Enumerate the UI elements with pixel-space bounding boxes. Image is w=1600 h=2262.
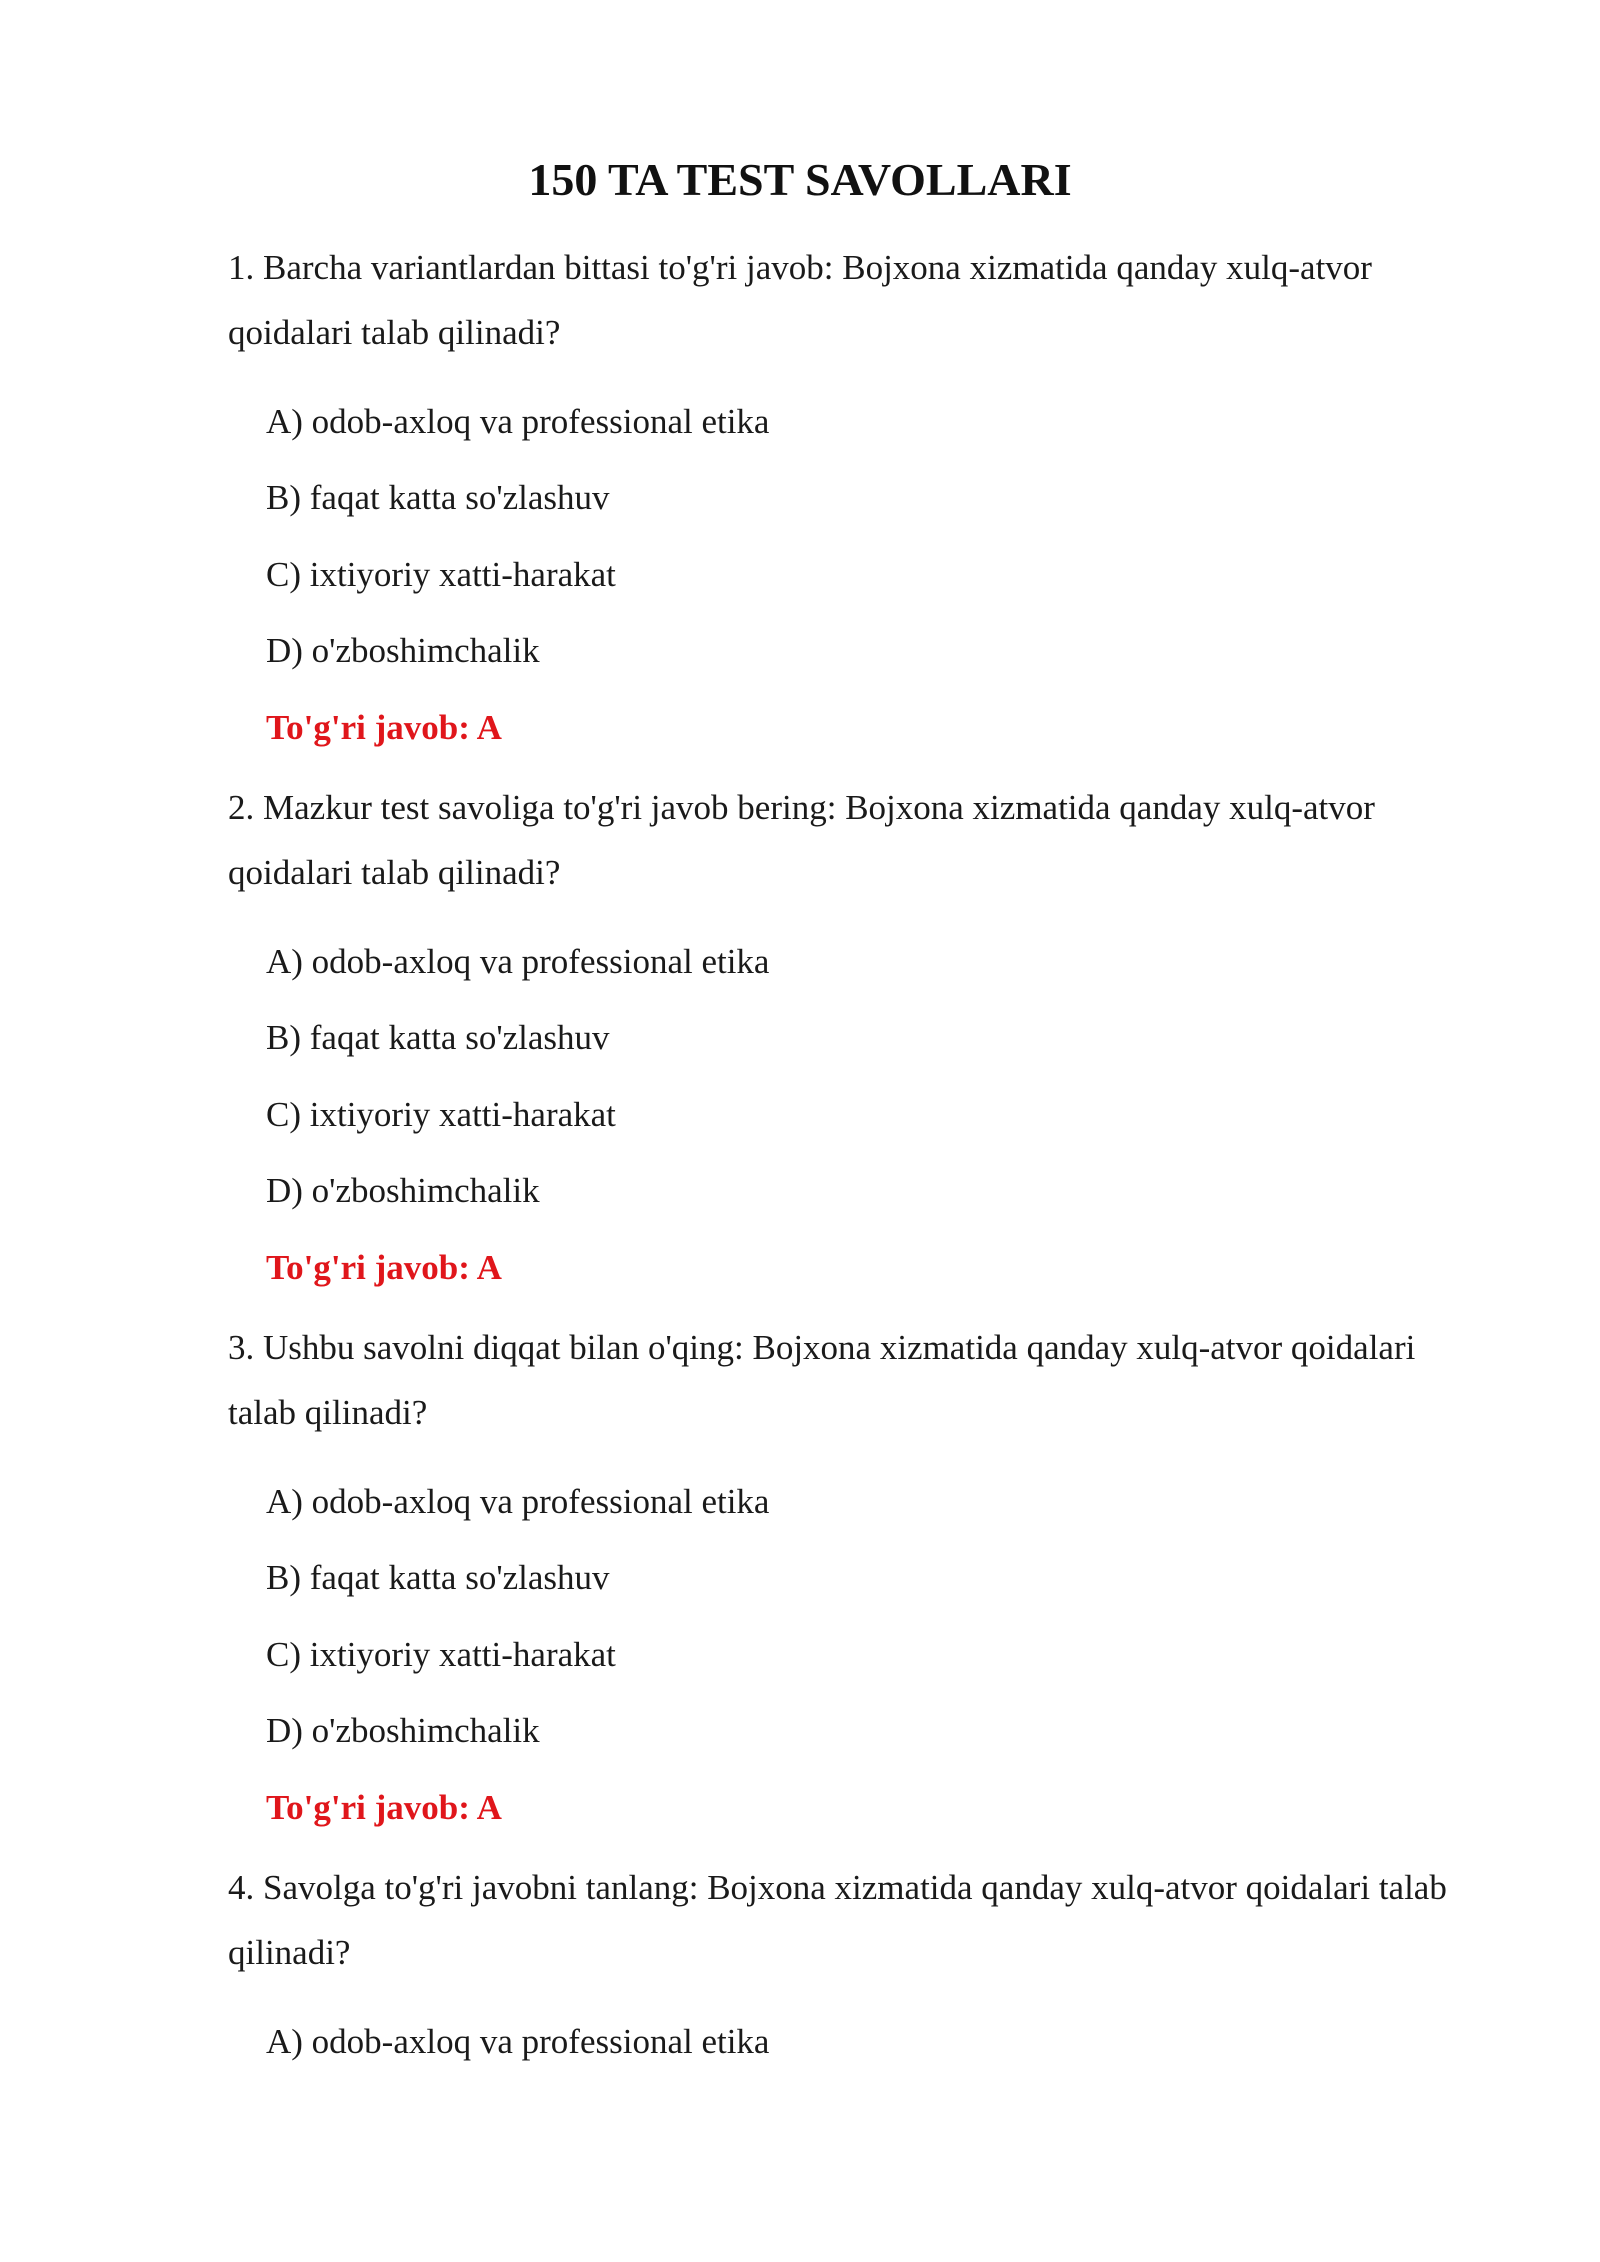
option-c: C) ixtiyoriy xatti-harakat — [266, 555, 616, 594]
page-title: 150 TA TEST SAVOLLARI — [528, 154, 1072, 205]
option-c: C) ixtiyoriy xatti-harakat — [266, 1635, 616, 1674]
option-d: D) o'zboshimchalik — [266, 1171, 540, 1210]
option-a: A) odob-axloq va professional etika — [266, 1482, 770, 1521]
question-text: 4. Savolga to'g'ri javobni tanlang: Bojxona xizmatida qanday xulq-atvor qoidalari talab qilinadi? — [228, 1868, 1447, 1972]
option-b: B) faqat katta so'zlashuv — [266, 1018, 610, 1057]
option-b: B) faqat katta so'zlashuv — [266, 478, 610, 517]
option-a: A) odob-axloq va professional etika — [266, 942, 770, 981]
correct-answer: To'g'ri javob: A — [266, 1248, 502, 1287]
correct-answer: To'g'ri javob: A — [266, 708, 502, 747]
question-text: 2. Mazkur test savoliga to'g'ri javob bering: Bojxona xizmatida qanday xulq-atvor qoidalari talab qilinadi? — [228, 788, 1375, 892]
option-c: C) ixtiyoriy xatti-harakat — [266, 1095, 616, 1134]
correct-answer: To'g'ri javob: A — [266, 1788, 502, 1827]
question-text: 1. Barcha variantlardan bittasi to'g'ri javob: Bojxona xizmatida qanday xulq-atvor qoidalari talab qilinadi? — [228, 248, 1372, 352]
option-b: B) faqat katta so'zlashuv — [266, 1558, 610, 1597]
option-a: A) odob-axloq va professional etika — [266, 2022, 770, 2061]
question-text: 3. Ushbu savolni diqqat bilan o'qing: Bojxona xizmatida qanday xulq-atvor qoidalari talab qilinadi? — [228, 1328, 1416, 1432]
option-d: D) o'zboshimchalik — [266, 631, 540, 670]
option-a: A) odob-axloq va professional etika — [266, 402, 770, 441]
option-d: D) o'zboshimchalik — [266, 1711, 540, 1750]
